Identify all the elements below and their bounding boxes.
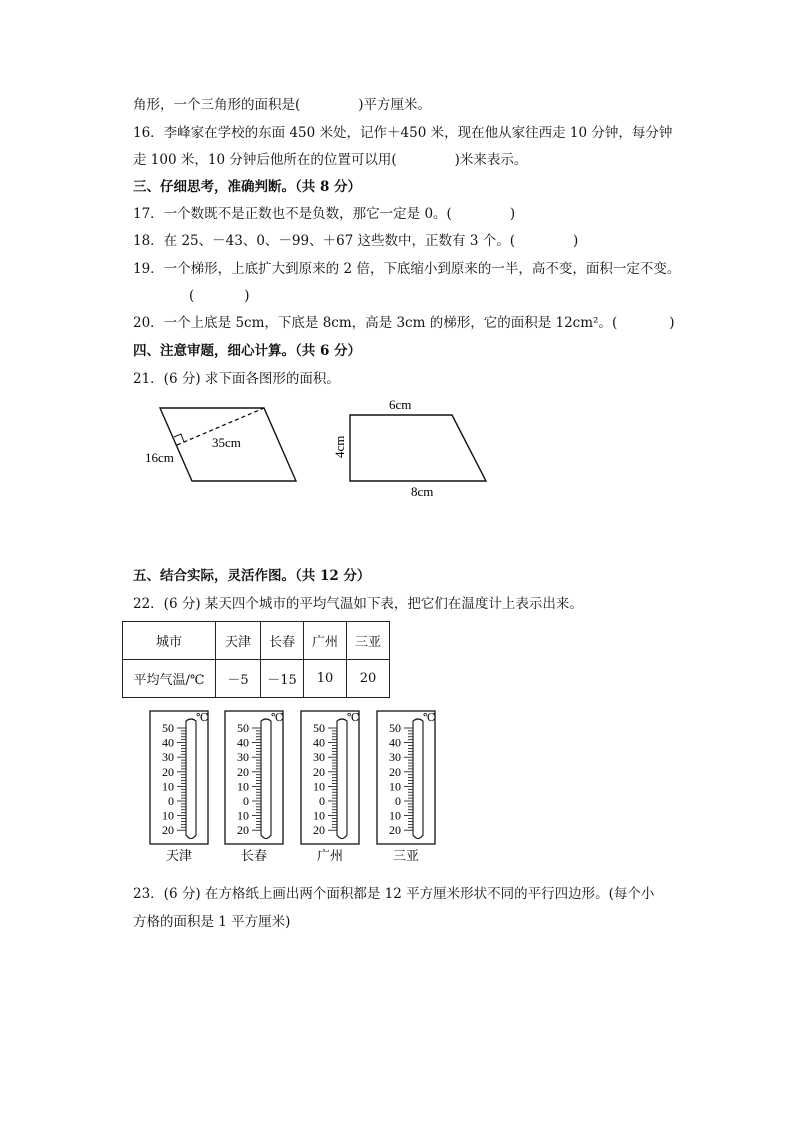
scale-label: 20	[162, 764, 174, 779]
thermometer	[150, 711, 208, 863]
scale-label: 10	[162, 808, 174, 823]
scale-label: 40	[389, 735, 401, 750]
thermometer-tube[interactable]	[186, 719, 196, 839]
scale-label: 20	[313, 823, 325, 838]
city-label: 三亚	[392, 848, 420, 863]
question-22: 22．(6 分) 某天四个城市的平均气温如下表，把它们在温度计上表示出来。	[133, 596, 583, 612]
fig2-height-label: 4cm	[332, 435, 347, 458]
unit-label: ℃	[196, 712, 209, 724]
fig2-top-label: 6cm	[389, 397, 412, 412]
question-19-blank: ( )	[189, 288, 250, 304]
scale-label: 10	[389, 808, 401, 823]
thermometer-tube[interactable]	[413, 719, 423, 839]
thermometer-tube[interactable]	[261, 719, 271, 839]
scale-label: 0	[168, 794, 174, 808]
table-cell: 平均气温/℃	[123, 660, 216, 698]
thermometer-frame	[377, 711, 435, 844]
scale-label: 10	[389, 779, 401, 794]
thermometer-frame	[301, 711, 359, 844]
scale-label: 20	[313, 764, 325, 779]
scale-label: 50	[313, 721, 325, 735]
scale-label: 20	[389, 823, 401, 838]
city-label: 长春	[240, 848, 268, 863]
table-cell: －5	[216, 660, 261, 698]
section-3-heading: 三、仔细思考，准确判断。（共 8 分）	[133, 179, 362, 195]
question-18: 18．在 25、－43、0、－99、＋67 这些数中，正数有 3 个。( )	[133, 233, 579, 249]
q15-continuation: 角形，一个三角形的面积是( )平方厘米。	[133, 97, 432, 113]
scale-label: 30	[237, 750, 249, 765]
thermometer-frame	[150, 711, 208, 844]
scale-label: 30	[162, 750, 174, 765]
scale-label: 0	[395, 794, 401, 808]
question-19: 19．一个梯形，上底扩大到原来的 2 倍，下底缩小到原来的一半，高不变，面积一定不变。	[133, 261, 681, 277]
scale-label: 50	[162, 721, 174, 735]
thermometer	[301, 711, 359, 863]
thermometer	[377, 711, 435, 863]
question-16-cont: 走 100 米，10 分钟后他所在的位置可以用( )米来表示。	[133, 152, 528, 168]
unit-label: ℃	[347, 712, 360, 724]
scale-label: 10	[237, 808, 249, 823]
scale-label: 10	[313, 808, 325, 823]
city-label: 广州	[316, 848, 344, 863]
scale-label: 10	[237, 779, 249, 794]
scale-label: 0	[243, 794, 249, 808]
fig1-height-label: 35cm	[212, 435, 241, 450]
table-cell: 三亚	[347, 622, 390, 660]
question-16: 16．李峰家在学校的东面 450 米处，记作＋450 米，现在他从家往西走 10 分钟，每分钟	[133, 125, 673, 141]
scale-label: 40	[237, 735, 249, 750]
question-20: 20．一个上底是 5cm，下底是 8cm，高是 3cm 的梯形，它的面积是 12cm²。( )	[133, 315, 675, 331]
unit-label: ℃	[271, 712, 284, 724]
scale-label: 30	[389, 750, 401, 765]
scale-label: 0	[319, 794, 325, 808]
scale-label: 20	[162, 823, 174, 838]
scale-label: 10	[162, 779, 174, 794]
question-23: 23．(6 分) 在方格纸上画出两个面积都是 12 平方厘米形状不同的平行四边形。(每个小	[133, 886, 655, 902]
scale-label: 50	[237, 721, 249, 735]
thermometer-tube[interactable]	[337, 719, 347, 839]
scale-label: 40	[162, 735, 174, 750]
thermometer-frame	[225, 711, 283, 844]
unit-label: ℃	[423, 712, 436, 724]
question-21: 21．(6 分) 求下面各图形的面积。	[133, 371, 340, 387]
scale-label: 20	[237, 764, 249, 779]
table-cell: 城市	[123, 622, 216, 660]
section-4-heading: 四、注意审题，细心计算。（共 6 分）	[133, 343, 362, 359]
table-cell: 广州	[304, 622, 347, 660]
scale-label: 50	[389, 721, 401, 735]
fig1-base-label: 16cm	[145, 450, 174, 465]
table-cell: －15	[261, 660, 304, 698]
question-17: 17．一个数既不是正数也不是负数，那它一定是 0。( )	[133, 206, 516, 222]
scale-label: 10	[313, 779, 325, 794]
city-label: 天津	[165, 848, 193, 863]
table-cell: 长春	[261, 622, 304, 660]
question-23-cont: 方格的面积是 1 平方厘米)	[133, 914, 291, 930]
table-cell: 天津	[216, 622, 261, 660]
table-cell: 10	[304, 660, 347, 698]
fig2-bottom-label: 8cm	[411, 484, 434, 499]
section-5-heading: 五、结合实际，灵活作图。（共 12 分）	[133, 568, 371, 584]
thermometer	[225, 711, 283, 863]
scale-label: 40	[313, 735, 325, 750]
table-cell: 20	[347, 660, 390, 698]
scale-label: 20	[389, 764, 401, 779]
scale-label: 20	[237, 823, 249, 838]
scale-label: 30	[313, 750, 325, 765]
